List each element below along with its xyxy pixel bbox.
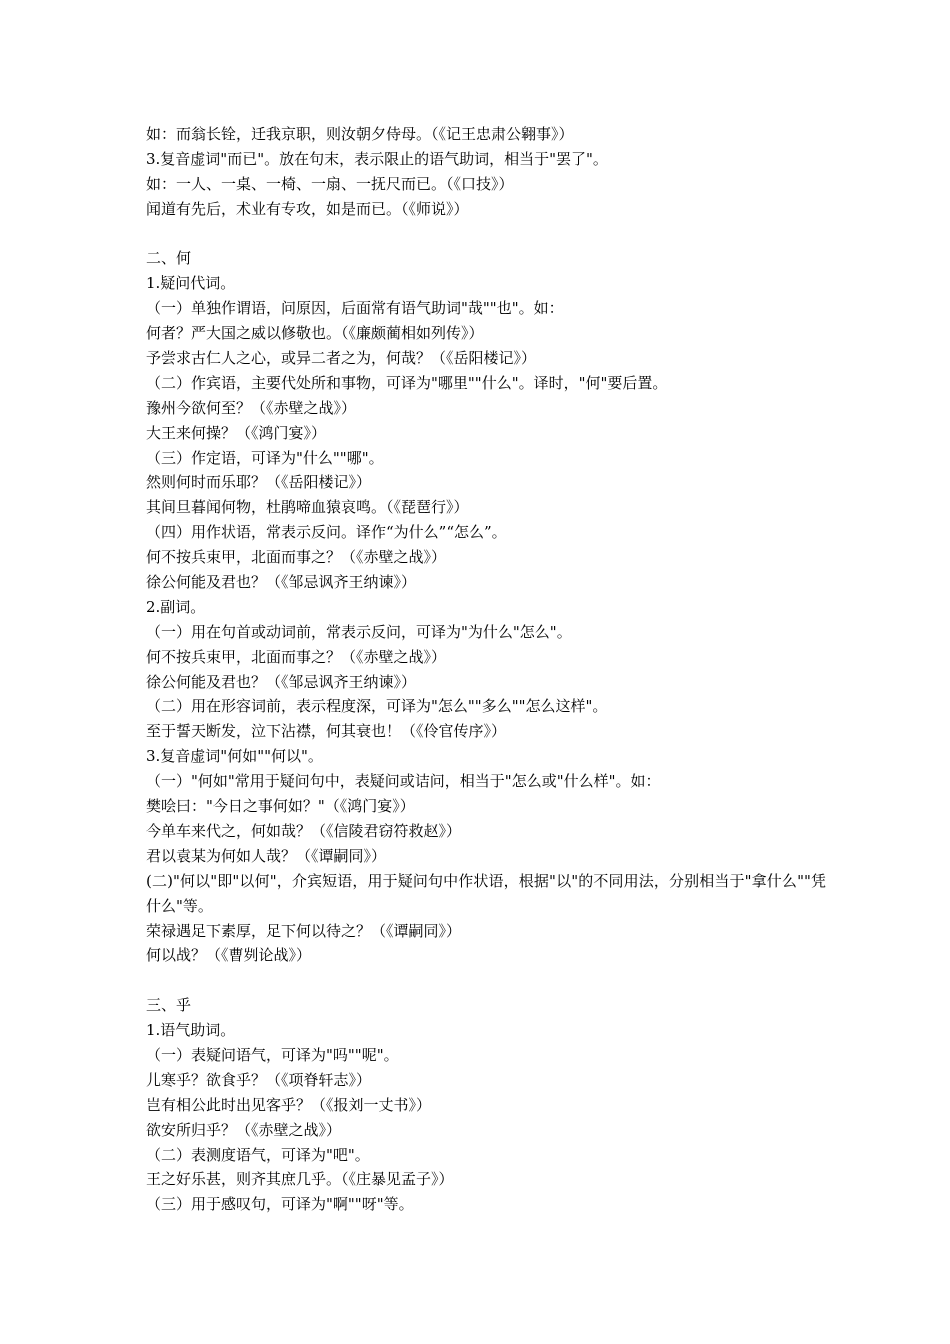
section-heading-he: 二、何 xyxy=(146,249,192,268)
text-line: 今单车来代之，何如哉？（《信陵君窃符救赵》） xyxy=(146,821,462,840)
text-line: （三）用于感叹句，可译为"啊""呀"等。 xyxy=(146,1195,414,1214)
text-line: 王之好乐甚，则齐其庶几乎。（《庄暴见孟子》） xyxy=(146,1170,454,1189)
text-line: （二）作宾语，主要代处所和事物，可译为"哪里""什么"。译时，"何"要后置。 xyxy=(146,373,668,392)
text-line: 2.副词。 xyxy=(146,597,206,616)
text-line: （一）表疑问语气，可译为"吗""呢"。 xyxy=(146,1045,399,1064)
text-line: （一）单独作谓语，问原因，后面常有语气助词"哉""也"。如： xyxy=(146,299,564,318)
text-line: 然则何时而乐耶？（《岳阳楼记》） xyxy=(146,473,372,492)
text-line: 荣禄遇足下素厚，足下何以待之？（《谭嗣同》） xyxy=(146,921,462,940)
text-line: （二）用在形容词前，表示程度深，可译为"怎么""多么""怎么这样"。 xyxy=(146,697,608,716)
text-line: 3.复音虚词"而已"。放在句末，表示限止的语气助词，相当于"罢了"。 xyxy=(146,149,608,168)
block-2 xyxy=(146,271,826,868)
text-line: 如：而翁长铨，迁我京职，则汝朝夕侍母。（《记王忠肃公翱事》） xyxy=(146,125,574,143)
text-line: 樊哙曰："今日之事何如？"（《鸿门宴》） xyxy=(146,797,415,816)
block-3 xyxy=(146,919,826,969)
text-line: （一）"何如"常用于疑问句中，表疑问或诘问，相当于"怎么或"什么样"。如： xyxy=(146,772,661,791)
text-line: 徐公何能及君也？（《邹忌讽齐王纳谏》） xyxy=(146,672,417,691)
spacer xyxy=(146,222,826,247)
text-line: 闻道有先后，术业有专攻，如是而已。（《师说》） xyxy=(146,199,469,218)
text-line: 其间旦暮闻何物，杜鹃啼血猿哀鸣。（《琵琶行》） xyxy=(146,498,469,517)
text-line: （四）用作状语，常表示反问。译作“为什么”“怎么”。 xyxy=(146,523,507,542)
text-line: 君以袁某为何如人哉？（《谭嗣同》） xyxy=(146,846,387,865)
text-line: 1.疑问代词。 xyxy=(146,274,236,293)
text-line: 何不按兵束甲，北面而事之？（《赤壁之战》） xyxy=(146,548,447,567)
text-line: 3.复音虚词"何如""何以"。 xyxy=(146,747,323,766)
text-line: （三）作定语，可译为"什么""哪"。 xyxy=(146,448,384,467)
text-line: 欲安所归乎？（《赤壁之战》） xyxy=(146,1120,342,1139)
text-line: 何以战？（《曹刿论战》） xyxy=(146,946,312,965)
block-4 xyxy=(146,1018,826,1217)
block-1 xyxy=(146,122,826,222)
text-line: 何不按兵束甲，北面而事之？（《赤壁之战》） xyxy=(146,647,447,666)
text-line: （一）用在句首或动词前，常表示反问，可译为"为什么"怎么"。 xyxy=(146,622,572,641)
text-line: 儿寒乎？欲食乎？（《项脊轩志》） xyxy=(146,1070,372,1089)
text-line: 如：一人、一桌、一椅、一扇、一抚尺而已。（《口技》） xyxy=(146,174,514,193)
text-line: 豫州今欲何至？（《赤壁之战》） xyxy=(146,398,357,417)
text-line: 徐公何能及君也？（《邹忌讽齐王纳谏》） xyxy=(146,573,417,592)
text-line: 大王来何操？（《鸿门宴》） xyxy=(146,423,327,442)
section-heading-hu: 三、乎 xyxy=(146,996,192,1015)
text-line: （二）表测度语气，可译为"吧"。 xyxy=(146,1145,370,1164)
text-line: 何者？严大国之威以修敬也。（《廉颇蔺相如列传》） xyxy=(146,324,484,343)
spacer xyxy=(146,968,826,993)
text-line: 至于誓天断发，泣下沾襟，何其衰也！（《伶官传序》） xyxy=(146,722,507,741)
text-line: 予尝求古仁人之心，或异二者之为，何哉？（《岳阳楼记》） xyxy=(146,349,537,368)
text-line: 1.语气助词。 xyxy=(146,1021,236,1040)
text-line: 岂有相公此时出见客乎？（《报刘一丈书》） xyxy=(146,1095,432,1114)
document-body xyxy=(146,122,826,1217)
paragraph-heyi: (二)"何以"即"以何"，介宾短语，用于疑问句中作状语，根据"以"的不同用法，分别相当于"拿什么""凭什么"等。 xyxy=(146,871,826,915)
